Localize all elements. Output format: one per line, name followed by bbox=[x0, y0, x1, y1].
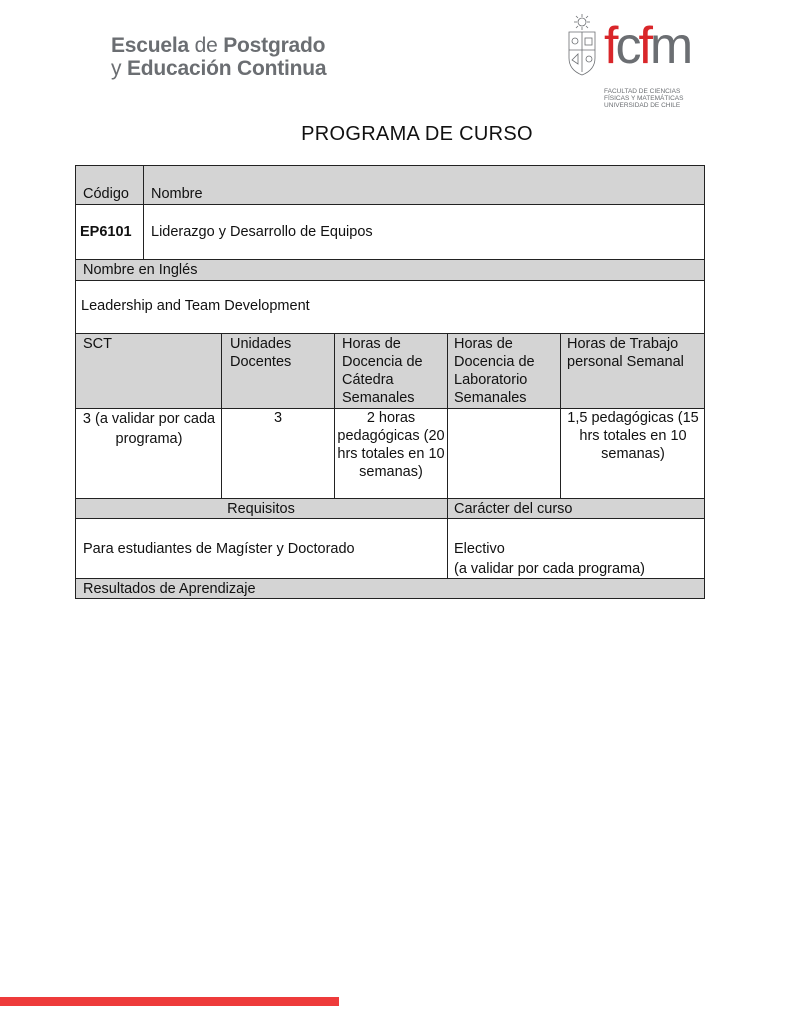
fcfm-logo bbox=[566, 14, 696, 114]
table-border bbox=[75, 598, 705, 599]
table-border bbox=[704, 165, 705, 599]
table-rule bbox=[221, 333, 222, 498]
trabajo-value: 1,5 pedagógicas (15 hrs totales en 10 semanas) bbox=[567, 410, 699, 462]
course-code: EP6101 bbox=[80, 224, 132, 240]
logo-word: y bbox=[111, 57, 122, 80]
table-rule bbox=[334, 333, 335, 498]
footer-accent-bar bbox=[0, 997, 339, 1006]
table-rule bbox=[560, 333, 561, 498]
trabajo-label: Horas de Trabajo personal Semanal bbox=[567, 336, 684, 370]
sct-label: SCT bbox=[83, 336, 112, 352]
table-rule bbox=[75, 518, 705, 519]
table-rule bbox=[75, 204, 705, 205]
table-rule bbox=[75, 578, 705, 579]
fcfm-subtitle: FACULTAD DE CIENCIAS FÍSICAS Y MATEMÁTICAS UNIVERSIDAD DE CHILE bbox=[604, 88, 684, 109]
caracter-value-line1: Electivo bbox=[454, 541, 505, 557]
laboratorio-label: Horas de Docencia de Laboratorio Semanales bbox=[454, 336, 535, 406]
table-rule bbox=[75, 408, 705, 409]
resultados-label: Resultados de Aprendizaje bbox=[83, 581, 256, 597]
english-name-label: Nombre en Inglés bbox=[83, 262, 198, 278]
english-name: Leadership and Team Development bbox=[81, 298, 310, 314]
catedra-value: 2 horas pedagógicas (20 hrs totales en 10 semanas) bbox=[337, 410, 445, 480]
caracter-value-line2: (a validar por cada programa) bbox=[454, 561, 646, 577]
catedra-label: Horas de Docencia de Cátedra Semanales bbox=[342, 336, 423, 406]
logo-word: Postgrado bbox=[223, 34, 326, 57]
university-crest-icon bbox=[566, 14, 598, 76]
course-table bbox=[75, 165, 705, 599]
school-logo bbox=[111, 34, 326, 80]
table-rule bbox=[447, 333, 448, 578]
logo-word: Educación Continua bbox=[126, 57, 327, 80]
table-border bbox=[75, 165, 76, 599]
page-title: PROGRAMA DE CURSO bbox=[301, 123, 533, 145]
course-name: Liderazgo y Desarrollo de Equipos bbox=[151, 224, 373, 240]
caracter-label: Carácter del curso bbox=[454, 501, 573, 517]
requisitos-label: Requisitos bbox=[227, 501, 295, 517]
unidades-value: 3 bbox=[273, 410, 283, 426]
sct-value: 3 (a validar por cada programa) bbox=[82, 411, 216, 447]
logo-word: de bbox=[194, 34, 218, 57]
logo-word: Escuela bbox=[111, 34, 189, 57]
table-rule bbox=[75, 333, 705, 334]
unidades-label: Unidades Docentes bbox=[230, 336, 292, 370]
codigo-label: Código bbox=[83, 186, 129, 202]
table-rule bbox=[75, 280, 705, 281]
table-rule bbox=[143, 165, 144, 259]
table-border bbox=[75, 165, 705, 166]
table-rule bbox=[75, 498, 705, 499]
nombre-label: Nombre bbox=[151, 186, 203, 202]
requisitos-value: Para estudiantes de Magíster y Doctorado bbox=[83, 541, 355, 557]
fcfm-wordmark: fcfm bbox=[604, 17, 691, 75]
table-rule bbox=[75, 259, 705, 260]
